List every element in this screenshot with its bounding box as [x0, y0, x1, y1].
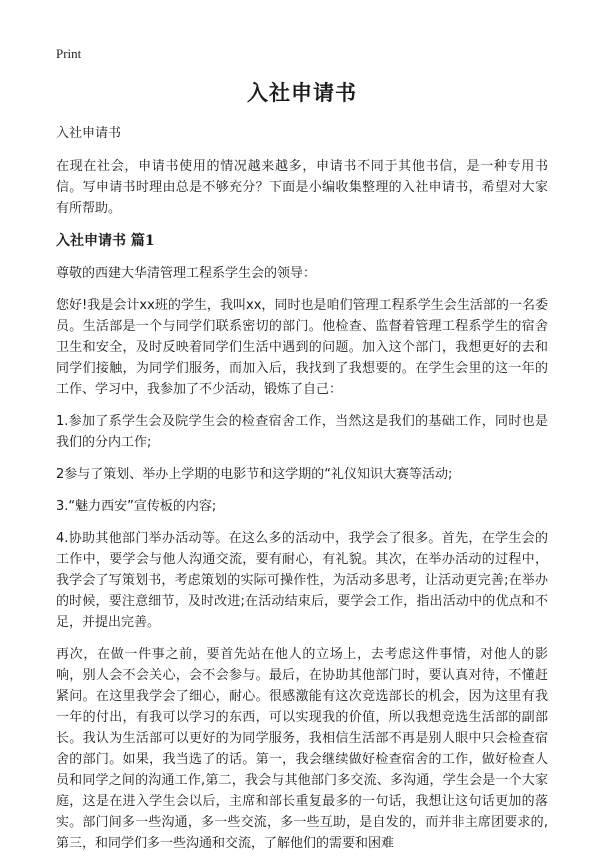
body-paragraph: 2参与了策划、举办上学期的电影节和这学期的“礼仪知识大赛等活动;	[56, 467, 453, 482]
document-sub-label: 入社申请书	[56, 126, 122, 141]
body-paragraph: 1.参加了系学生会及院学生会的检查宿舍工作，当然这是我们的基础工作，同时也是我们的分内工作;	[56, 414, 548, 450]
print-link[interactable]: Print	[56, 46, 82, 61]
document-body	[56, 80, 548, 865]
body-paragraph: 3.“魅力西安”宣传板的内容;	[56, 499, 217, 514]
body-paragraph: 4.协助其他部门举办活动等。在这么多的活动中，我学会了很多。首先，在学生会的工作中，要学会与他人沟通交流，要有耐心，有礼貌。其次，在举办活动的过程中，我学会了写策划书，考虑策划的实际可操作性，为活动多思考，让活动更完善;在举办的时候，要注意细节，及时改进;在活动结束后，要学会工作，指出活动中的优点和不足，并提出完善。	[56, 531, 548, 630]
intro-paragraph: 在现在社会，申请书使用的情况越来越多，申请书不同于其他书信，是一种专用书信。写申请书时理由总是不够充分？下面是小编收集整理的入社申请书，希望对大家有所帮助。	[56, 159, 548, 216]
body-paragraph: 再次，在做一件事之前，要首先站在他人的立场上，去考虑这件事情，对他人的影响，别人会不会关心，会不会参与。最后，在协助其他部门时，要认真对待，不懂赶紧问。在这里我学会了细心，耐心。很感激能有这次竞选部长的机会，因为这里有我一年的付出，有我可以学习的东西，可以实现我的价值，所以我想竞选生活部的副部长。我认为生活部可以更好的为同学服务，我相信生活部不再是别人眼中只会检查宿舍的部门。如果，我当选了的话。第一，我会继续做好检查宿舍的工作，做好检查人员和同学之间的沟通工作,第二，我会与其他部门多交流、多沟通，学生会是一个大家庭，这是在进入学生会以后，主席和部长重复最多的一句话，我想让这句话更加的落实。部门间多一些沟通，多一些交流，多一些互助，是自发的，而并非主席团要求的,第三，和同学们多一些沟通和交流，了解他们的需要和困难	[56, 647, 548, 851]
salutation: 尊敬的西建大华清管理工程系学生会的领导：	[56, 266, 317, 281]
section-heading: 入社申请书 篇1	[56, 233, 155, 249]
body-paragraph: 您好!我是会计xx班的学生，我叫xx，同时也是咱们管理工程系学生会生活部的一名委员。生活部是一个与同学们联系密切的部门。他检查、监督着管理工程系学生的宿舍卫生和安全，及时反映着同学们生活中遇到的问题。加入这个部门，我想更好的去和同学们接触，为同学们服务，而加入后，我找到了我想要的。在学生会里的这一年的工作、学习中，我参加了不少活动，锻炼了自己：	[56, 298, 548, 397]
page-title: 入社申请书	[247, 81, 357, 105]
